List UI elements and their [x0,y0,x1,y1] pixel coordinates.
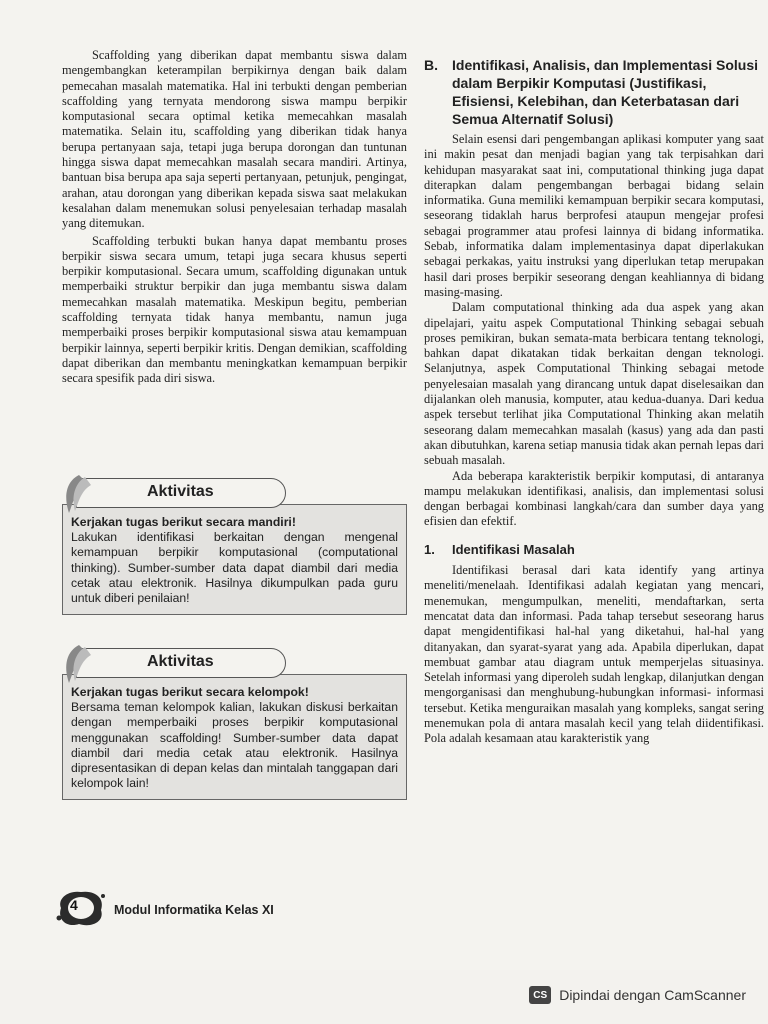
activity-title: Aktivitas [147,483,214,500]
paragraph: Scaffolding yang diberikan dapat membantu siswa dalam mengembangkan keterampilan berpikirnya dengan baik dalam pemecahan masalah matematika. Hal ini terbukti dengan pemberian scaffolding yang ternyata mendorong siswa mampu berpikir komputasional secara optimal ketika memecahkan masalah matematika. Selain itu, scaffolding yang diberikan tidak hanya berupa pertanyaan saja, tetapi juga berupa dorongan dan tuntunan hingga siswa dapat memecahkan masalah secara mandiri. Artinya, bantuan bisa berupa apa saja seperti pertanyaan, petunjuk, pengingat, arahan, atau dorongan yang diberikan kepada siswa saat melakukan kesalahan dalam menemukan solusi penyelesaian terhadap masalah yang ditemukan. [62,48,407,231]
subsection-heading [424,542,764,557]
left-column [62,48,407,387]
activity-content [62,504,407,615]
activity-box-group [62,648,407,800]
activity-box-individual [62,478,407,615]
scanner-watermark [529,986,746,1004]
activity-body: Lakukan identifikasi berkaitan dengan mengenal kemampuan berpikir komputasional (computational thinking). Sumber-sumber data dapat diambil dari media cetak atau elektronik. Hasilnya dikumpulkan pada guru untuk diberi penilaian! [71,530,398,606]
paragraph: Identifikasi berasal dari kata identify yang artinya meneliti/menelaah. Identifikasi adalah kegiatan yang mencari, menemukan, mengumpulkan, meneliti, mendaftarkan, serta mencatat data dan informasi. Pada tahap tersebut seseorang harus dapat mengidentifikasi hal-hal yang diketahui, hal-hal yang ditanyakan, dan syarat-syarat yang ada. Apabila diperlukan, dapat membuat gambar atau diagram untuk memperjelas situasinya. Setelah informasi yang diperoleh sudah lengkap, dilanjutkan dengan mengorganisasi dan menghubung-hubungkan informasi- informasi tersebut. Ketika menguraikan masalah yang kompleks, sangat sering menemukan pola di antara masalah kecil yang telah diidentifikasi. Pola adalah kesamaan atau karakteristik yang [424,563,764,746]
activity-lead: Kerjakan tugas berikut secara kelompok! [71,685,309,699]
activity-lead: Kerjakan tugas berikut secara mandiri! [71,515,296,529]
brush-swoosh-icon [59,643,93,685]
paragraph: Scaffolding terbukti bukan hanya dapat membantu proses berpikir siswa secara umum, tetapi juga secara khusus seperti berpikir komputasional. Secara umum, scaffolding digunakan untuk memperbaiki struktur berpikir dan juga membantu siswa dalam memecahkan masalah matematika. Meskipun begitu, pemberian scaffolding ternyata tidak hanya membantu, namun juga memperbaiki proses berpikir komputasional siswa atau kemampuan berpikir lainnya, seperti berpikir kritis. Dengan demikian, scaffolding dapat diberikan dan membantu meningkatkan kemampuan berpikir secara spesifik pada diri siswa. [62,233,407,386]
section-letter: B. [424,57,438,73]
activity-tab [76,648,286,678]
page-number-blob-icon [55,888,107,928]
footer-title: Modul Informatika Kelas XI [114,903,274,917]
section-title: Identifikasi, Analisis, dan Implementasi Solusi dalam Berpikir Komputasi (Justifikasi, Efisiensi, Kelebihan, dan Keterbatasan dari Semua Alternatif Solusi) [452,57,759,127]
paragraph: Selain esensi dari pengembangan aplikasi komputer yang saat ini makin pesat dan menjadi bagian yang tak terpisahkan dari kehidupan masyarakat saat ini, computational thinking juga dapat diterapkan dalam pengembangan berbagai bidang selain informatika. Guna memiliki kemampuan berpikir secara komputasi, seseorang tidaklah harus berprofesi ataupun mengejar profesi sebagai programmer atau profesi lainnya di bidang informatika. Sebab, informatika dalam implementasinya dapat diperlakukan sebagai perkakas, yaitu instruksi yang diperlukan tetap merupakan hasil dari proses berpikir seseorang dengan keahliannya di bidang masing-masing. [424,132,764,299]
subsection-title: Identifikasi Masalah [452,541,575,557]
activity-body: Bersama teman kelompok kalian, lakukan diskusi berkaitan dengan memperbaiki proses berpikir komputasional menggunakan scaffolding! Sumber-sumber data dapat diambil dari media cetak atau elektronik. Hasilnya dipresentasikan di depan kelas dan mintalah tanggapan dari kelompok lain! [71,700,398,791]
subsection-number: 1. [424,541,435,557]
paragraph: Dalam computational thinking ada dua aspek yang akan dipelajari, yaitu aspek Computational Thinking sebagai sebuah proses pemikiran, bukan semata-mata berbicara tentang teknologi, bahkan dapat dikatakan tidak berkaitan dengan teknologi. Selanjutnya, aspek Computational Thinking sebagai metode penyelesaian masalah yang dirancang untuk dapat diselesaikan dan dijalankan oleh manusia, komputer, atau kedua-duanya. Dari kedua aspek tersebut terlihat jika Computational Thinking akan melatih seseorang dalam memecahkan masalah (kasus) yang ada dan pasti akan dibutuhkan, karena setiap manusia tidak akan pernah lepas dari sebuah masalah. [424,300,764,468]
activity-content [62,674,407,800]
paragraph: Ada beberapa karakteristik berpikir komputasi, di antaranya mampu melakukan identifikasi, analisis, dan implementasi solusi dengan berbagai kombinasi langkah/cara dan sumber daya yang efisien dan efektif. [424,468,764,529]
brush-swoosh-icon [59,473,93,515]
camscanner-logo-icon: CS [529,986,551,1004]
scanner-text: Dipindai dengan CamScanner [559,987,746,1003]
right-column [424,56,764,747]
section-heading [424,56,764,128]
activity-title: Aktivitas [147,653,214,670]
page-number: 4 [70,897,78,913]
activity-tab [76,478,286,508]
